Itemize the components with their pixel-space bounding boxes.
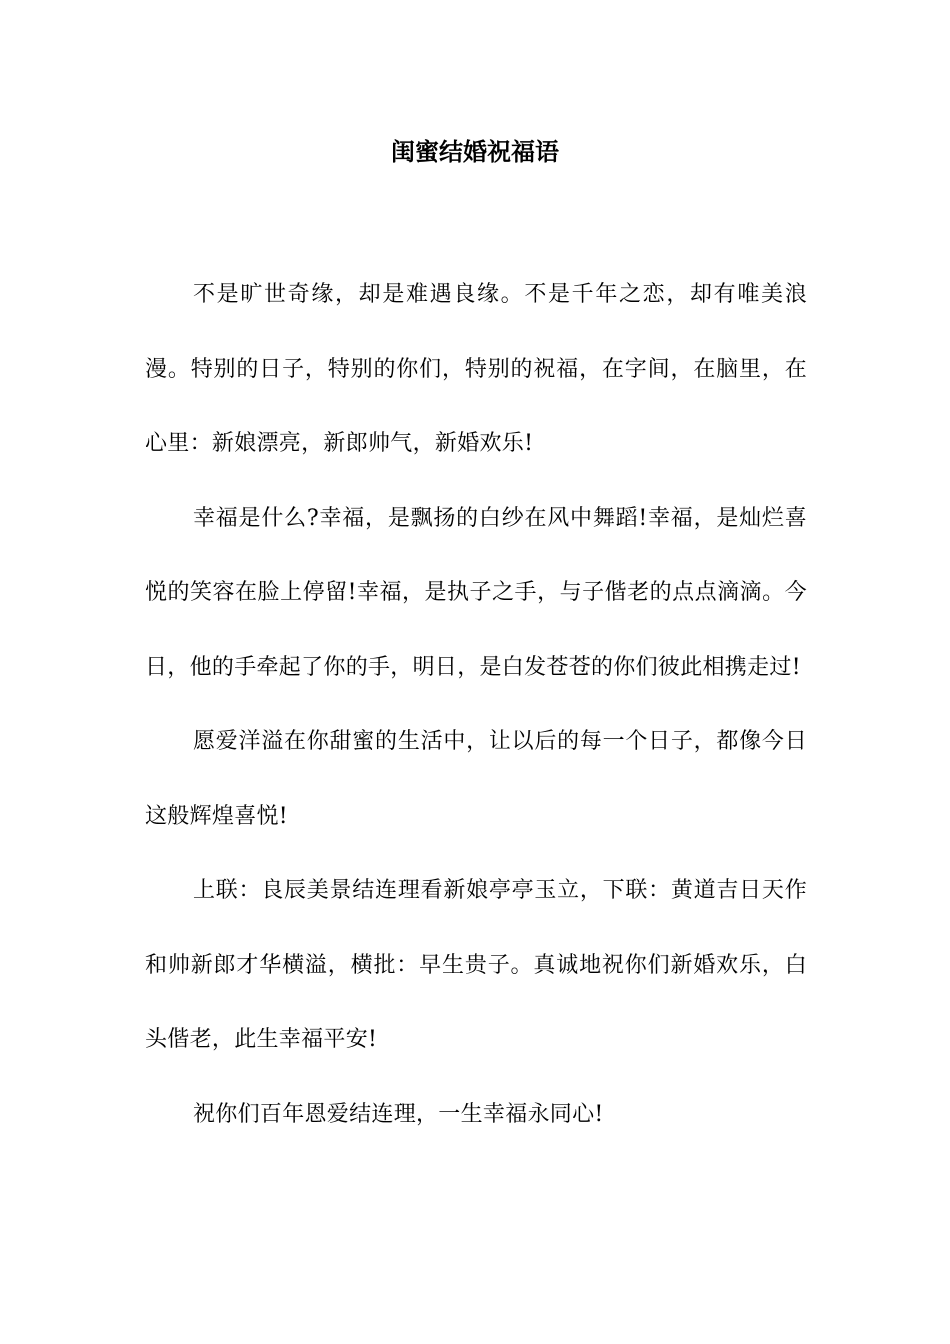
paragraph: 愿爱洋溢在你甜蜜的生活中，让以后的每一个日子，都像今日这般辉煌喜悦! [145, 729, 807, 829]
paragraph: 上联：良辰美景结连理看新娘亭亭玉立，下联：黄道吉日天作和帅新郎才华横溢，横批：早生贵子。真诚地祝你们新婚欢乐，白头偕老，此生幸福平安! [145, 878, 807, 1052]
paragraph: 祝你们百年恩爱结连理，一生幸福永同心! [193, 1101, 604, 1127]
paragraph: 不是旷世奇缘，却是难遇良缘。不是千年之恋，却有唯美浪漫。特别的日子，特别的你们，特别的祝福，在字间，在脑里，在心里：新娘漂亮，新郎帅气，新婚欢乐! [145, 282, 807, 456]
document-title: 闺蜜结婚祝福语 [391, 137, 559, 166]
paragraph: 幸福是什么?幸福，是飘扬的白纱在风中舞蹈!幸福，是灿烂喜悦的笑容在脸上停留!幸福，是执子之手，与子偕老的点点滴滴。今日，他的手牵起了你的手，明日，是白发苍苍的你们彼此相携走过! [145, 505, 807, 680]
document-body [145, 258, 807, 1152]
